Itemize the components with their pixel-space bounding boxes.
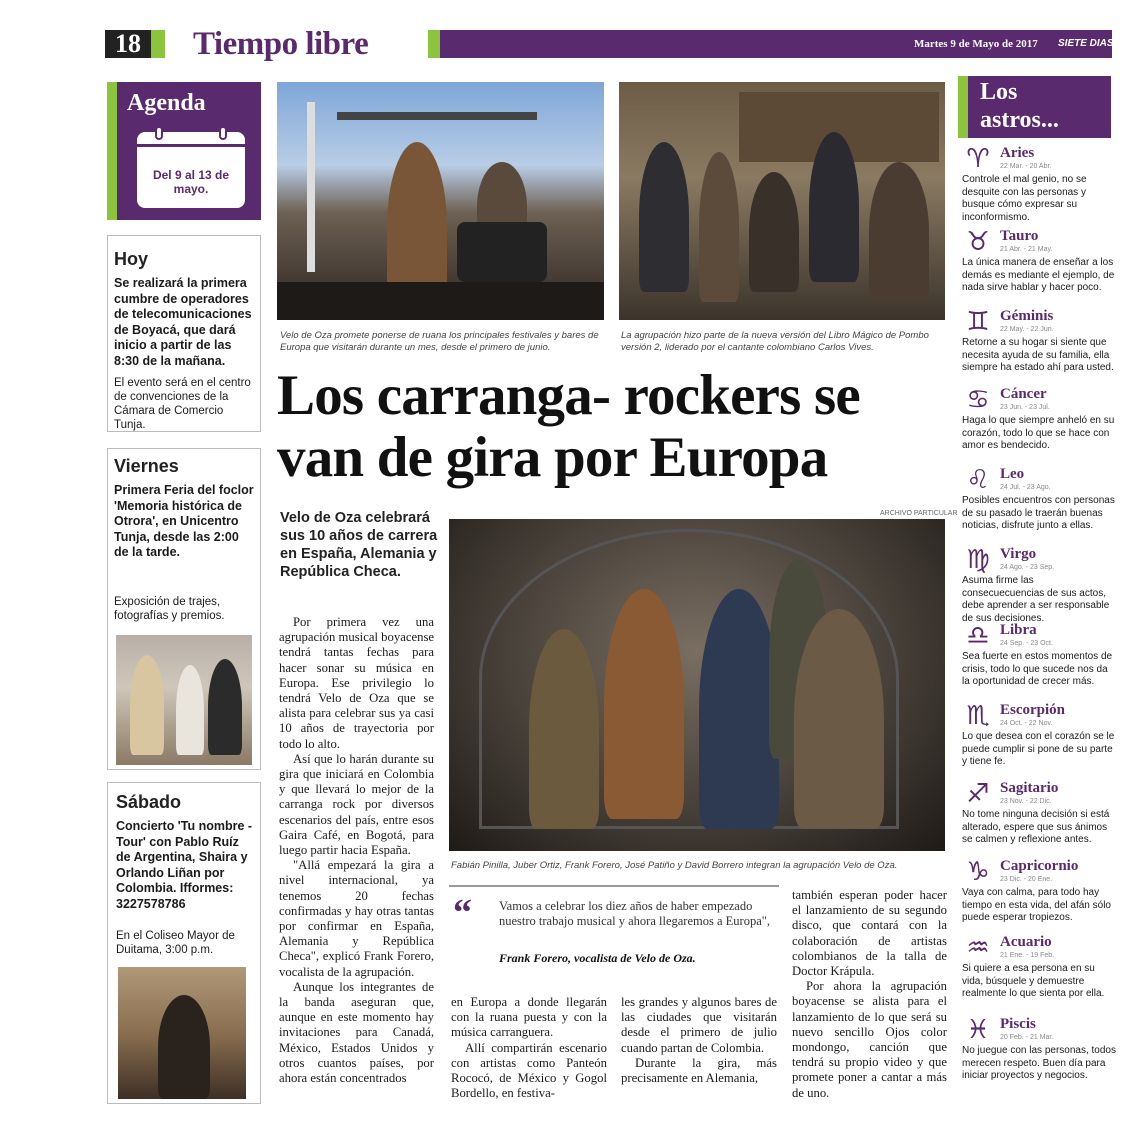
horoscope-title: [980, 78, 1059, 134]
sign-text: No tome ninguna decisión si está alterado, espere que sus ánimos se calmen y reflexione antes.: [962, 809, 1110, 845]
article-column-2: [451, 995, 607, 1101]
zodiac-10-icon: ♑: [966, 857, 990, 887]
dancer-figure: [176, 665, 204, 755]
horoscope-title-line: astros...: [980, 107, 1059, 133]
sign-name: Sagitario: [1000, 780, 1059, 796]
horoscope-item: [960, 228, 1118, 306]
agenda-day: Hoy: [114, 249, 149, 269]
agenda-item-sabado: [107, 782, 261, 1104]
folklore-photo: [116, 635, 252, 765]
sign-text: Asuma firme las consecuecuencias de sus actos, debe aprender a ser responsable de sus decisiones.: [962, 575, 1110, 624]
agenda-detail: Exposición de trajes, fotografías y premios.: [114, 596, 225, 622]
group-photo: [619, 82, 945, 320]
band-member-figure: [794, 609, 884, 829]
agenda-day: Viernes: [114, 456, 179, 476]
horoscope-item: [960, 466, 1118, 544]
sign-text: Sea fuerte en estos momentos de crisis, todo lo que sucede nos da la oportunidad de crecer más.: [962, 651, 1113, 687]
band-member-figure: [529, 629, 599, 829]
article-column-4: [792, 888, 947, 1101]
sign-name: Piscis: [1000, 1016, 1036, 1032]
photo-credit: ARCHIVO PARTICULAR: [880, 510, 958, 517]
paragraph: Por primera vez una agrupación musical boyacense tendrá tantas fechas para hacer sonar su música en Europa. Ese privilegio lo tendrá Velo de Oza que se alista para celebrar sus ya casi 10 años de trayectoria por todo lo alto.: [279, 615, 435, 751]
dancer-figure: [130, 655, 164, 755]
paragraph: Por ahora la agrupación boyacense se alista para el lanzamiento de lo que será su nuevo sencillo Ojos color mondongo, canción que tendrá su propio video y que promete poner a cantar a más de uno.: [792, 979, 947, 1100]
sign-text: Controle el mal genio, no se desquite con las personas y busque cómo expresar su inconformismo.: [962, 174, 1087, 223]
zodiac-5-icon: ♌: [966, 465, 990, 495]
sign-text: No juegue con las personas, todos merecen respeto. Buen día para iniciar proyectos y negocios.: [962, 1045, 1116, 1081]
person-figure: [869, 162, 929, 302]
agenda-green-accent: [107, 82, 117, 220]
sign-name: Aries: [1000, 145, 1035, 161]
article-column-1: [279, 615, 434, 1086]
horoscope-item: [960, 934, 1118, 1012]
calendar-divider: [137, 144, 245, 147]
zodiac-2-icon: ♉: [966, 227, 990, 257]
band-member-figure: [699, 589, 779, 829]
paragraph: Aunque los integrantes de la banda aseguran que, aunque en este momento hay invitaciones para Canadá, México, Estados Unidos y otros cuantos países, por ahora están concentrados: [279, 979, 434, 1086]
paragraph: en Europa a donde llegarán con la ruana puesta y con la música carranguera.: [451, 995, 607, 1040]
sign-name: Capricornio: [1000, 858, 1079, 874]
sign-text: Retorne a su hogar si siente que necesita ayuda de su familia, ella siempre ha estado ahí para usted.: [962, 337, 1114, 373]
zodiac-11-icon: ♒: [966, 933, 990, 963]
zodiac-12-icon: ♓: [966, 1015, 990, 1045]
quote-text: Vamos a celebrar los diez años de haber empezado nuestro trabajo musical y ahora llegaremos a Europa",: [499, 899, 770, 928]
sign-text: Si quiere a esa persona en su vida, búsquele y demuestre realmente lo que sienta por ella.: [962, 963, 1105, 999]
paragraph: Así que lo harán durante su gira que iniciará en Colombia y que llevará lo mejor de la carranga rock por diversos escenarios del país, entre esos Gaira Café, en Bogotá, para luego partir hacia España.: [279, 751, 434, 858]
sign-name: Acuario: [1000, 934, 1052, 950]
sign-dates: 23 Dic. - 20 Ene.: [1000, 876, 1053, 883]
person-figure: [749, 172, 799, 292]
paragraph: "Allá empezará la gira a nivel internacional, ya tenemos 20 fechas confirmadas y hay otras tantas por confirmar en España, Alemania y República Checa", explicó Frank Forero, vocalista de la agrupación.: [279, 858, 434, 979]
agenda-lead: Concierto 'Tu nombre - Tour' con Pablo Ruíz de Argentina, Shaira y Orlando Liñan por Colombia. Ifformes: 3227578786: [116, 819, 253, 911]
calendar-ring: [155, 126, 163, 140]
horoscope-green-accent: [958, 76, 968, 138]
zodiac-9-icon: ♐: [966, 779, 990, 809]
header-green-accent: [151, 30, 165, 58]
person-figure: [809, 132, 859, 282]
dancer-figure: [208, 659, 242, 755]
sign-dates: 20 Feb. - 21 Mar.: [1000, 1034, 1054, 1041]
issue-date: Martes 9 de Mayo de 2017: [914, 38, 1038, 50]
horoscope-item: [960, 546, 1118, 624]
page-number: 18: [105, 30, 151, 58]
horoscope-item: [960, 702, 1118, 780]
sign-name: Virgo: [1000, 546, 1037, 562]
photo2-caption: La agrupación hizo parte de la nueva versión del Libro Mágico de Pombo versión 2, liderado por el cantante colombiano Carlos Vives.: [621, 330, 929, 353]
agenda-lead: Primera Feria del foclor 'Memoria histórica de Otrora', en Unicentro Tunja, desde las 2:00 de la tarde.: [114, 483, 254, 559]
sign-dates: 23 Jun. - 23 Jul.: [1000, 404, 1050, 411]
band-member-figure: [604, 589, 684, 819]
quote-author: Frank Forero, vocalista de Velo de Oza.: [499, 951, 696, 965]
sign-dates: 21 Abr. - 21 May.: [1000, 246, 1053, 253]
header-bar-green-accent: [428, 30, 440, 58]
photo1-caption: Velo de Oza promete ponerse de ruana los principales festivales y bares de Europa que visitarán durante un mes, desde el primero de junio.: [280, 330, 599, 353]
paragraph: también esperan poder hacer el lanzamiento de su segundo disco, que contará con la colaboración de artistas colombianos de la talla de Doctor Krápula.: [792, 888, 947, 979]
zodiac-6-icon: ♍: [966, 545, 990, 575]
sign-dates: 24 Jul. - 23 Ago.: [1000, 484, 1051, 491]
paragraph: les grandes y algunos bares de las ciudades que visitarán desde el primero de julio cuando partan de Colombia.: [621, 995, 777, 1055]
audience: [277, 282, 604, 320]
newspaper-brand: SIETE DIAS: [1058, 38, 1114, 49]
zodiac-8-icon: ♏: [966, 701, 990, 731]
photo3-caption: Fabián Pinilla, Juber Ortiz, Frank Forero, José Patiño y David Borrero integran la agrupación Velo de Oza.: [451, 860, 898, 871]
sign-name: Leo: [1000, 466, 1025, 482]
zodiac-7-icon: ♎: [966, 621, 990, 651]
agenda-lead: Se realizará la primera cumbre de operadores de telecomunicaciones de Boyacá, que dará inicio a partir de las 8:30 de la mañana.: [114, 276, 252, 368]
sign-dates: 24 Sep. - 23 Oct.: [1000, 640, 1053, 647]
sign-dates: 22 Mar. - 20 Abr.: [1000, 163, 1052, 170]
sign-dates: 24 Oct. - 22 Nov.: [1000, 720, 1053, 727]
agenda-item-hoy: [107, 235, 261, 432]
sign-text: Lo que desea con el corazón se le puede cumplir si pone de su parte y tiene fe.: [962, 731, 1115, 767]
person-figure: [639, 142, 689, 292]
horoscope-item: [960, 780, 1118, 858]
agenda-item-viernes: [107, 448, 261, 770]
drum-kit: [457, 222, 547, 282]
horoscope-item: [960, 308, 1118, 386]
person-figure: [699, 152, 739, 302]
zodiac-1-icon: ♈: [966, 144, 990, 174]
agenda-dates: Del 9 al 13 de mayo.: [152, 168, 230, 196]
sign-text: La única manera de enseñar a los demás es mediante el ejemplo, de nada sirve hablar y hacer poco.: [962, 257, 1115, 293]
concert-photo: [118, 967, 246, 1099]
horoscope-item: [960, 386, 1118, 464]
calendar-icon: [137, 132, 245, 208]
stage-photo: [277, 82, 604, 320]
quote-mark-icon: “: [453, 892, 472, 934]
sign-dates: 23 Nov. - 22 Dic.: [1000, 798, 1052, 805]
calendar-ring: [219, 126, 227, 140]
sign-name: Escorpión: [1000, 702, 1066, 718]
zodiac-3-icon: ♊: [966, 307, 990, 337]
agenda-detail: El evento será en el centro de convenciones de la Cámara de Comercio Tunja.: [114, 377, 251, 431]
horoscope-item: [960, 858, 1118, 936]
horoscope-item: [960, 1016, 1118, 1094]
section-title: Tiempo libre: [193, 26, 369, 62]
horoscope-item: [960, 145, 1118, 223]
horoscope-title-line: Los: [980, 79, 1018, 105]
agenda-day: Sábado: [116, 792, 182, 812]
article-column-3: [621, 995, 777, 1086]
singer-figure: [158, 995, 210, 1099]
paragraph: Allí compartirán escenario con artistas como Panteón Rococó, de México y Gogol Bordello, en festiva-: [451, 1040, 607, 1101]
sign-name: Cáncer: [1000, 386, 1047, 402]
sign-name: Tauro: [1000, 228, 1039, 244]
truss: [307, 102, 315, 272]
article-headline: Los carranga- rockers se van de gira por Europa: [277, 364, 860, 489]
agenda-box: [107, 82, 261, 220]
zodiac-4-icon: ♋: [966, 385, 990, 415]
agenda-title: Agenda: [127, 90, 206, 116]
truss: [337, 112, 537, 120]
horoscope-item: [960, 622, 1118, 700]
article-deck: Velo de Oza celebrará sus 10 años de carrera en España, Alemania y República Checa.: [280, 510, 438, 580]
band-photo: [449, 519, 945, 851]
sign-text: Posibles encuentros con personas de su pasado le traerán buenas noticias, disfrute junto a ellas.: [962, 495, 1115, 531]
paragraph: Durante la gira, más precisamente en Alemania,: [621, 1055, 777, 1086]
sign-name: Géminis: [1000, 308, 1054, 324]
sign-dates: 24 Ago. - 23 Sep.: [1000, 564, 1055, 571]
horoscope-header: [958, 76, 1111, 138]
sign-dates: 22 May. - 22 Jun.: [1000, 326, 1054, 333]
sign-text: Haga lo que siempre anheló en su corazón, todo lo que se hace con amor es bendecido.: [962, 415, 1115, 451]
agenda-detail: En el Coliseo Mayor de Duitama, 3:00 p.m.: [116, 930, 235, 956]
sign-text: Vaya con calma, para todo hay tiempo en esta vida, del afán sólo puede esperar tropiezos.: [962, 887, 1111, 923]
pull-quote: [449, 885, 779, 983]
sign-name: Libra: [1000, 622, 1037, 638]
sign-dates: 21 Ene. - 19 Feb.: [1000, 952, 1055, 959]
